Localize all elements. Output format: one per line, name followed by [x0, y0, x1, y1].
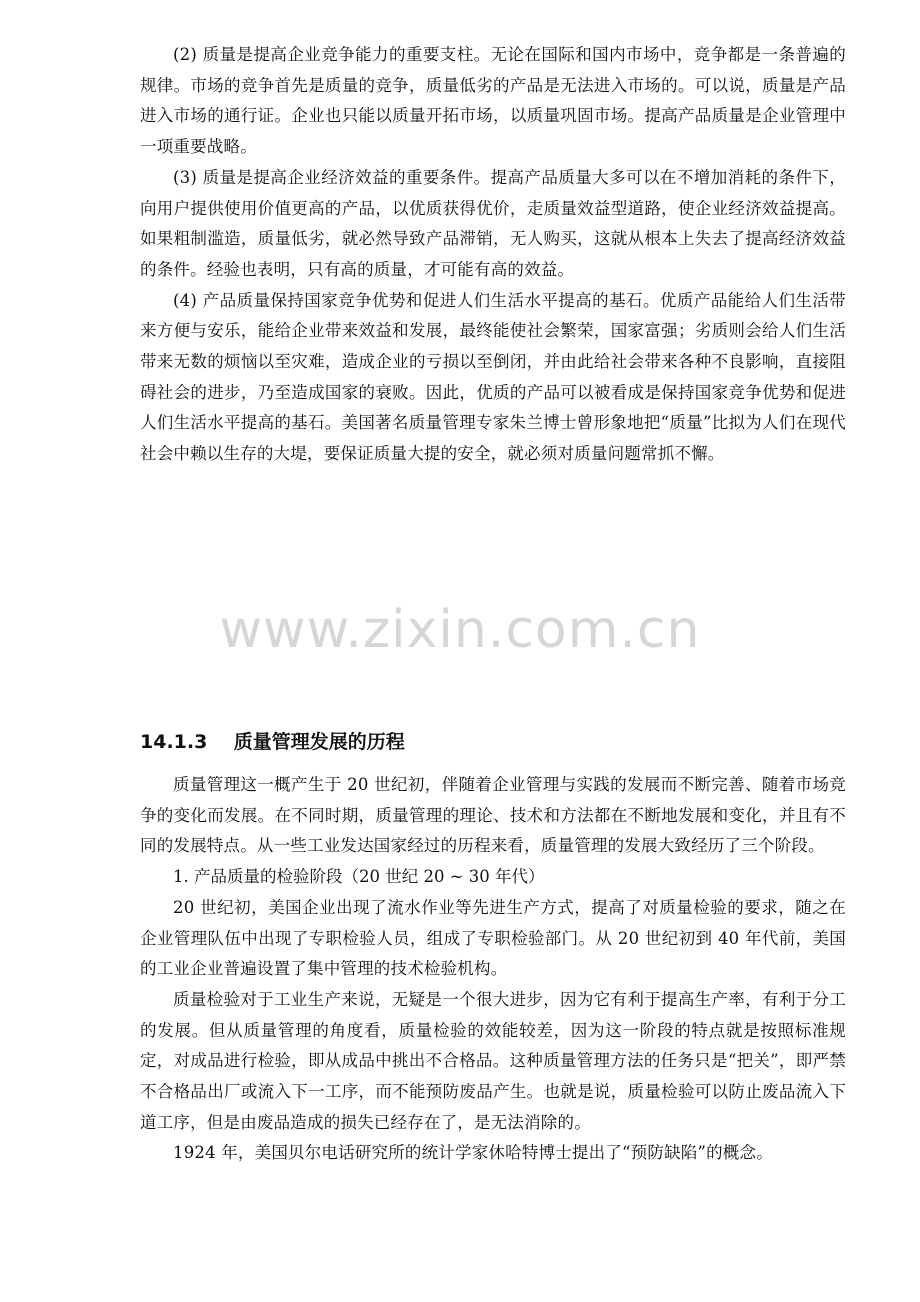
watermark: www.zixin.com.cn — [219, 600, 701, 660]
top-text-block — [140, 40, 846, 470]
paragraph-intro: 质量管理这一概产生于 20 世纪初，伴随着企业管理与实践的发展而不断完善、随着市场竞争的变化而发展。在不同时期，质量管理的理论、技术和方法都在不断地发展和变化，并且有不同的发展特点。从一些工业发达国家经过的历程来看，质量管理的发展大致经历了三个阶段。 — [140, 775, 846, 856]
section-number: 14.1.3 — [140, 731, 208, 753]
section-title: 质量管理发展的历程 — [233, 731, 405, 753]
paragraph-quality-competitiveness: (2) 质量是提高企业竞争能力的重要支柱。无论在国际和国内市场中，竞争都是一条普遍的规律。市场的竞争首先是质量的竞争，质量低劣的产品是无法进入市场的。可以说，质量是产品进入市场的通行证。企业也只能以质量开拓市场，以质量巩固市场。提高产品质量是企业管理中一项重要战略。 — [140, 45, 846, 157]
paragraph-stage-evaluation: 质量检验对于工业生产来说，无疑是一个很大进步，因为它有利于提高生产率，有利于分工的发展。但从质量管理的角度看，质量检验的效能较差，因为这一阶段的特点就是按照标准规定，对成品进行检验，即从成品中挑出不合格品。这种质量管理方法的任务只是“把关”，即严禁不合格品出厂或流入下一工序，而不能预防废品产生。也就是说，质量检验可以防止废品流入下道工序，但是由废品造成的损失已经存在了，是无法消除的。 — [140, 989, 846, 1132]
paragraph-shewhart: 1924 年，美国贝尔电话研究所的统计学家休哈特博士提出了“预防缺陷”的概念。 — [173, 1143, 773, 1163]
bottom-text-block — [140, 770, 846, 1169]
paragraph-quality-economic-benefit: (3) 质量是提高企业经济效益的重要条件。提高产品质量大多可以在不增加消耗的条件下，向用户提供使用价值更高的产品，以优质获得优价，走质量效益型道路，使企业经济效益提高。如果粗制滥造，质量低劣，就必然导致产品滞销，无人购买，这就从根本上失去了提高经济效益的条件。经验也表明，只有高的质量，才可能有高的效益。 — [140, 167, 846, 279]
section-heading — [140, 727, 846, 757]
paragraph-stage-origin: 20 世纪初，美国企业出现了流水作业等先进生产方式，提高了对质量检验的要求，随之在企业管理队伍中出现了专职检验人员，组成了专职检验部门。从 20 世纪初到 40 年代前，美国的工业企业普遍设置了集中管理的技术检验机构。 — [140, 897, 846, 979]
stage-heading: 1. 产品质量的检验阶段（20 世纪 20 ~ 30 年代） — [173, 867, 545, 887]
paragraph-quality-national-advantage: (4) 产品质量保持国家竞争优势和促进人们生活水平提高的基石。优质产品能给人们生活带来方便与安乐，能给企业带来效益和发展，最终能使社会繁荣，国家富强；劣质则会给人们生活带来无数的烦恼以至灾难，造成企业的亏损以至倒闭，并由此给社会带来各种不良影响，直接阻碍社会的进步，乃至造成国家的衰败。因此，优质的产品可以被看成是保持国家竞争优势和促进人们生活水平提高的基石。美国著名质量管理专家朱兰博士曾形象地把“质量”比拟为人们在现代社会中赖以生存的大堤，要保证质量大提的安全，就必须对质量问题常抓不懈。 — [140, 290, 846, 464]
